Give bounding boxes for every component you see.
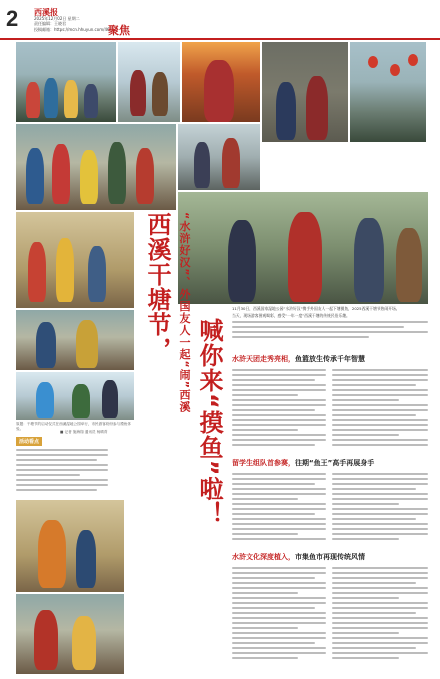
section-1-body-left <box>232 366 326 454</box>
headline-main-b: 喊你来“摸鱼”啦！ <box>195 318 223 527</box>
section-1-title: 水浒天团走秀亮相，鱼篮放生传承千年智慧 <box>232 355 365 363</box>
section-2-body-left <box>232 470 326 550</box>
photo-net-fishing <box>16 310 134 370</box>
photo-lantern-performer <box>182 42 260 122</box>
photo-crowd-lake <box>16 42 116 122</box>
intro-p1: 11月30日，西溪国家湿地公园“水浒好汉”携手外国友人一起下塘摸鱼，2025西溪干塘节热闹开场。 <box>232 306 400 311</box>
header-divider <box>0 38 440 40</box>
photo-parade <box>178 124 260 190</box>
page-number: 2 <box>6 6 19 31</box>
section-2-title: 留学生组队首参赛，往期“鱼王”高手再展身手 <box>232 459 375 467</box>
section-3-body-right <box>332 564 428 674</box>
photo-child-fishing <box>16 500 124 592</box>
header-meta <box>34 16 110 32</box>
meta-date: 2025年12月02日 星期二 <box>34 16 80 21</box>
credits: ■ 记者 施海翔 通讯员 杨晴青 <box>60 430 108 434</box>
sidebar-title: 活动看点 <box>16 437 42 446</box>
photo-volunteers-pond <box>16 124 176 210</box>
left-caption: 原题：干塘节的启动仪式在西溪湿地公园举行，市民游客纷纷参与摸鱼体验。 <box>16 422 131 431</box>
meta-editor: 责任编辑：王晓君 <box>34 21 66 27</box>
section-2-body-right <box>332 470 428 550</box>
photo-festival-stage <box>262 42 348 142</box>
page-header <box>0 0 440 38</box>
headline-main-a: 西溪干塘节， <box>143 212 171 362</box>
meta-email: 投稿邮箱：https://mcn.hhuyun.com/46 <box>34 26 110 32</box>
photo-ceremony <box>178 192 428 304</box>
photo-fishing-mud <box>16 212 134 308</box>
section-1-body-right <box>332 366 428 454</box>
sidebar-body <box>16 446 108 498</box>
newspaper-logo: 西溪报 <box>34 7 58 17</box>
intro-text <box>232 306 428 338</box>
headline-kicker: “水浒好汉”、外国友人一起“闹”西溪 <box>178 212 191 413</box>
photo-lanterns-lake <box>350 42 426 142</box>
photo-catch <box>16 594 124 674</box>
intro-p2: 当天，现场游客围观喝彩，感受“一年一度”西溪干塘的传统民俗乐趣。 <box>232 313 350 319</box>
photo-visitors <box>16 372 134 420</box>
section-3-title: 水浒文化深度植入，市集鱼市再现传统风情 <box>232 553 365 561</box>
section-3-body-left <box>232 564 326 674</box>
section-title: 聚焦 <box>108 24 130 37</box>
photo-boat-performers <box>118 42 180 122</box>
